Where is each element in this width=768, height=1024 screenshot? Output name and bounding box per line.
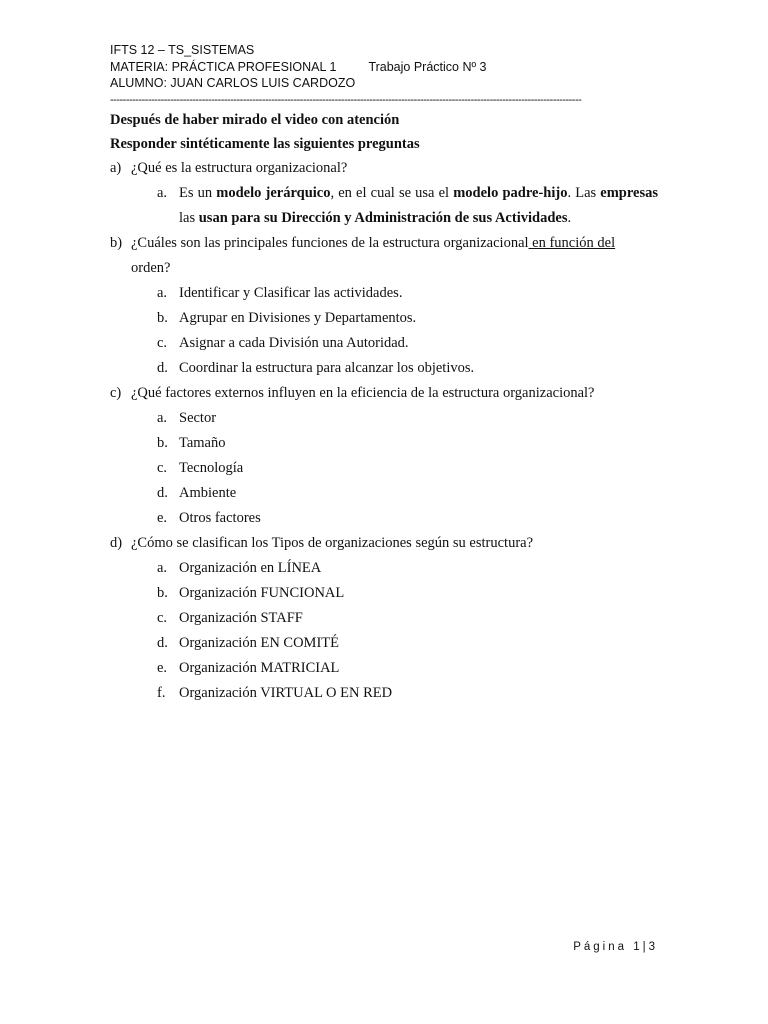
question-d [110, 531, 658, 556]
list-item: c. Asignar a cada División una Autoridad. [157, 335, 409, 351]
list-item: a. Organización en LÍNEA [157, 560, 322, 576]
answer-list-c [110, 406, 658, 531]
list-item: e. Organización MATRICIAL [157, 660, 340, 676]
question-a [110, 156, 658, 181]
page-header [110, 42, 658, 92]
question-marker: c) [110, 385, 122, 401]
list-item: c. Tecnología [157, 460, 244, 476]
answer-list-b [110, 281, 658, 381]
list-item: f. Organización VIRTUAL O EN RED [157, 685, 393, 701]
answer-list-d [110, 556, 658, 706]
list-item: d. Ambiente [157, 485, 237, 501]
question-marker: b) [110, 235, 123, 251]
question-marker: a) [110, 160, 122, 176]
header-institute: IFTS 12 – TS_SISTEMAS [110, 43, 255, 57]
question-c [110, 381, 658, 406]
question-b [110, 231, 658, 256]
page-number: Página 1|3 [573, 941, 658, 953]
list-item: c. Organización STAFF [157, 610, 303, 626]
list-item: b. Organización FUNCIONAL [157, 585, 345, 601]
question-text: ¿Qué es la estructura organizacional? [131, 160, 348, 176]
list-item: d. Coordinar la estructura para alcanzar los objetivos. [157, 360, 475, 376]
list-item: b. Tamaño [157, 435, 226, 451]
answer-a [157, 181, 658, 231]
list-item: e. Otros factores [157, 510, 261, 526]
question-text-continued: orden? [131, 260, 171, 276]
header-subject-row [110, 59, 658, 76]
list-item: b. Agrupar en Divisiones y Departamentos. [157, 310, 417, 326]
answer-marker: a. [157, 185, 168, 201]
header-student: ALUMNO: JUAN CARLOS LUIS CARDOZO [110, 76, 356, 90]
question-text: ¿Cuáles son las principales funciones de la estructura organizacional en función del [131, 235, 616, 251]
intro-line-1: Después de haber mirado el video con atención [110, 112, 400, 128]
question-marker: d) [110, 535, 123, 551]
header-assignment: Trabajo Práctico Nº 3 [368, 59, 487, 74]
intro-line-2: Responder sintéticamente las siguientes preguntas [110, 136, 420, 152]
document-body [110, 108, 658, 706]
list-item: a. Sector [157, 410, 217, 426]
header-divider: ----------------------------------------------------------------------------------------------------------------------------------------------------- [110, 95, 582, 105]
list-item: d. Organización EN COMITÉ [157, 635, 339, 651]
question-text: ¿Qué factores externos influyen en la eficiencia de la estructura organizacional? [131, 385, 595, 401]
list-item: a. Identificar y Clasificar las actividades. [157, 285, 403, 301]
answer-text: Es un modelo jerárquico, en el cual se usa el modelo padre-hijo. Las empresas las usan para su Dirección y Administración de sus Actividades. [179, 185, 659, 226]
header-subject: MATERIA: PRÁCTICA PROFESIONAL 1 [110, 59, 337, 74]
question-text: ¿Cómo se clasifican los Tipos de organizaciones según su estructura? [131, 535, 534, 551]
